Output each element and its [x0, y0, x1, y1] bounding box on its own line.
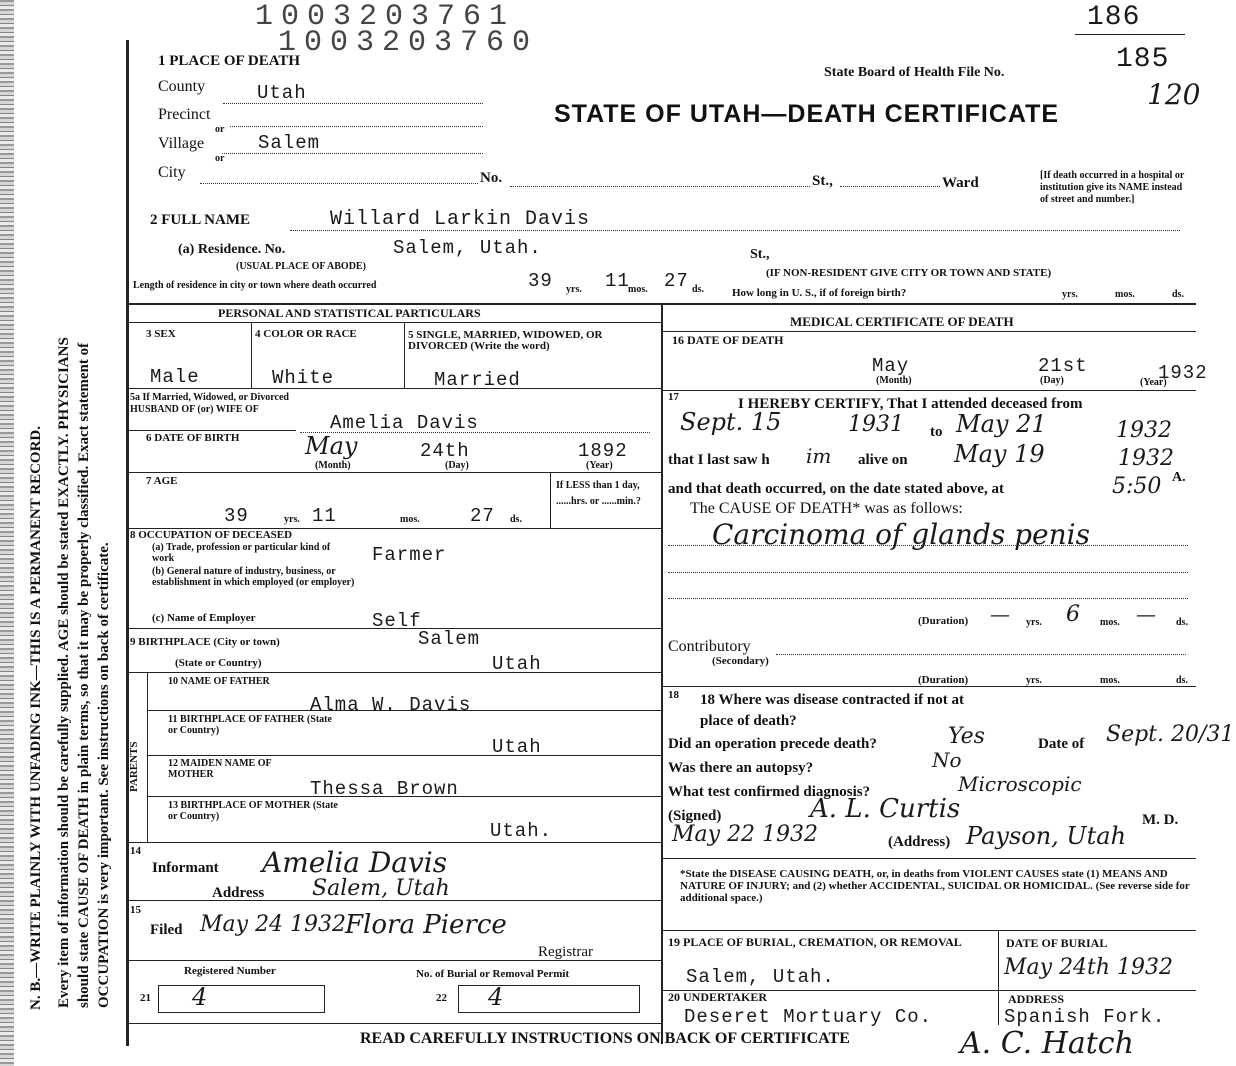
burial-label: 19 PLACE OF BURIAL, CREMATION, OR REMOVAL: [668, 935, 962, 949]
dod-year: 1932: [1158, 362, 1208, 384]
hospital-note: [If death occurred in a hospital or institution give its NAME instead of street and number.]: [1040, 170, 1185, 205]
informant-signature: Amelia Davis: [262, 846, 448, 879]
less-than-label: If LESS than 1 day, ......hrs. or ......min.?: [556, 480, 641, 507]
operation-date: Sept. 20/31: [1106, 722, 1235, 747]
occupation-value: Farmer: [372, 544, 447, 566]
village-value: Salem: [258, 132, 321, 154]
age-mos: 11: [312, 505, 337, 527]
side-note-4: OCCUPATION is very important. See instructions on back of certificate.: [96, 542, 112, 1008]
serial-second: 1003203760: [278, 26, 539, 60]
registered-number: 4: [192, 983, 208, 1011]
serial-top: 1003203761: [255, 0, 516, 34]
res-ds: 27: [664, 270, 689, 292]
undertaker-signature: A. C. Hatch: [960, 1026, 1134, 1061]
medical-header: MEDICAL CERTIFICATE OF DEATH: [790, 314, 1014, 329]
occ-a-label: (a) Trade, profession or particular kind of work: [152, 542, 331, 564]
city-label: City: [158, 164, 186, 181]
parents-label: PARENTS: [128, 741, 140, 792]
place-of-death-label: 1 PLACE OF DEATH: [158, 53, 301, 69]
certificate-title: STATE OF UTAH—DEATH CERTIFICATE: [554, 100, 1060, 128]
res-yrs: 39: [528, 270, 553, 292]
employer-value: Self: [372, 610, 422, 632]
county-label: County: [158, 78, 206, 95]
age-yrs: 39: [224, 505, 249, 527]
birthplace-state: Utah: [492, 653, 542, 675]
age-ds: 27: [470, 505, 495, 527]
autopsy-value: No: [932, 748, 962, 772]
full-name-label: 2 FULL NAME: [150, 212, 251, 228]
attended-from: Sept. 15: [680, 408, 782, 436]
burial-permit-number: 4: [488, 983, 504, 1011]
dod-day: 21st: [1038, 355, 1088, 377]
registrar-signature: Flora Pierce: [345, 910, 507, 940]
burial-date: May 24th 1932: [1004, 955, 1174, 980]
side-note-2: Every item of information should be carefully supplied. AGE should be stated EXACTLY. PHYSICIANS: [56, 337, 72, 1008]
birthplace-city: Salem: [418, 628, 481, 650]
village-label: Village: [158, 135, 205, 152]
handwritten-number: 120: [1147, 78, 1201, 111]
undertaker-address: Spanish Fork.: [1004, 1006, 1166, 1028]
physician-signature: A. L. Curtis: [810, 794, 961, 824]
dob-day: 24th: [420, 440, 470, 462]
residence-value: Salem, Utah.: [393, 237, 542, 259]
cause-of-death: Carcinoma of glands penis: [712, 518, 1090, 551]
father-value: Alma W. Davis: [310, 694, 472, 716]
father-birthplace: Utah: [492, 736, 542, 758]
informant-address: Salem, Utah: [312, 876, 450, 901]
violent-causes-note: *State the DISEASE CAUSING DEATH, or, in deaths from VIOLENT CAUSES state (1) MEANS AND NATURE OF INJURY; and (2) whether ACCIDENTAL, SUICIDAL OR HOMICIDAL. (See reverse side for additional space.): [680, 868, 1190, 904]
attended-to: May 21: [956, 410, 1047, 438]
precinct-label: Precinct: [158, 106, 211, 123]
death-time: 5:50: [1112, 474, 1162, 499]
dob-month: May: [305, 432, 358, 460]
marital-label: 5 SINGLE, MARRIED, WIDOWED, OR DIVORCED (Write the word): [408, 329, 603, 352]
file-no-top: 186: [1087, 2, 1141, 33]
side-note-3: should state CAUSE OF DEATH in plain terms, so that it may be properly classified. Exact statement of: [76, 342, 92, 1008]
full-name-value: Willard Larkin Davis: [330, 208, 591, 231]
mother-value: Thessa Brown: [310, 778, 459, 800]
dod-month: May: [872, 355, 910, 377]
test-value: Microscopic: [958, 772, 1082, 796]
last-seen-date: May 19: [954, 440, 1045, 468]
operation-value: Yes: [948, 724, 985, 749]
filed-date: May 24 1932: [200, 912, 347, 937]
personal-header: PERSONAL AND STATISTICAL PARTICULARS: [218, 306, 481, 320]
dob-year: 1892: [578, 440, 628, 462]
where-contracted-label: 18 Where was disease contracted if not at place of death?: [700, 692, 964, 729]
county-value: Utah: [257, 82, 307, 104]
duration-months: 6: [1066, 602, 1080, 627]
spouse-value: Amelia Davis: [330, 412, 479, 434]
file-no-label: State Board of Health File No.: [824, 65, 1005, 80]
footer-instructions: READ CAREFULLY INSTRUCTIONS ON BACK OF CERTIFICATE: [360, 1030, 850, 1047]
side-note-1: N. B.—WRITE PLAINLY WITH UNFADING INK—THIS IS A PERMANENT RECORD.: [28, 426, 44, 1010]
burial-place: Salem, Utah.: [686, 966, 835, 988]
physician-address: Payson, Utah: [966, 822, 1127, 850]
occ-b-label: (b) General nature of industry, business, or establishment in which employed (or employer): [152, 566, 355, 588]
spouse-label: 5a If Married, Widowed, or Divorced HUSBAND OF (or) WIFE OF: [130, 392, 289, 415]
certify-text: I HEREBY CERTIFY, That I attended deceased from: [738, 396, 1083, 412]
signed-date: May 22 1932: [672, 822, 819, 847]
undertaker-value: Deseret Mortuary Co.: [684, 1006, 933, 1028]
mother-birthplace: Utah.: [490, 820, 553, 842]
sex-value: Male: [150, 366, 200, 388]
marital-value: Married: [434, 369, 521, 391]
race-value: White: [272, 367, 335, 389]
res-mos: 11: [605, 270, 630, 292]
file-no: 185: [1116, 44, 1170, 75]
paper-edge: [0, 0, 14, 1066]
